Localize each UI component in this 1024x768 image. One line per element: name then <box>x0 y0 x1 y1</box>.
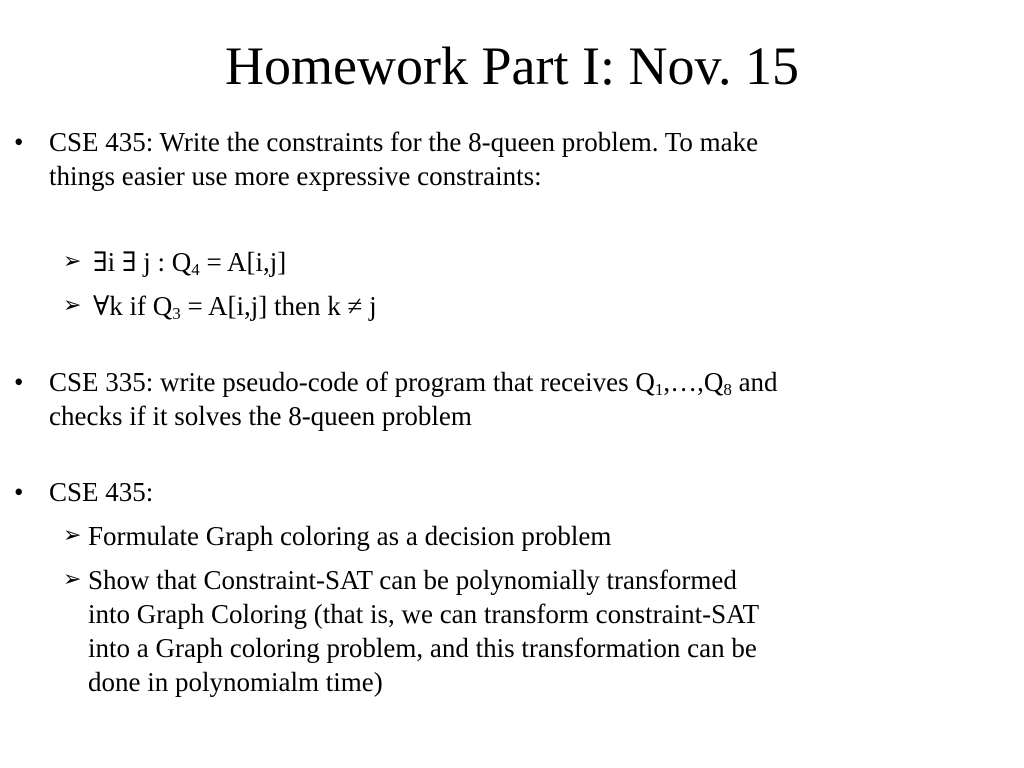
constraint-text: ∃i ∃ j : Q <box>93 247 192 277</box>
subscript: 4 <box>191 260 200 279</box>
subscript: 8 <box>723 380 732 399</box>
bullet-marker: • <box>14 477 24 507</box>
slide-title: Homework Part I: Nov. 15 <box>225 36 799 96</box>
bullet-text: and <box>731 367 778 397</box>
arrow-bullet-icon: ➢ <box>63 293 82 318</box>
subscript: 1 <box>654 380 664 399</box>
subbullet-show-transform <box>0 563 1024 699</box>
subbullet-text-line: into a Graph coloring problem, and this transformation can be <box>88 633 757 663</box>
constraint-forall <box>0 289 1024 323</box>
bullet-text-line: CSE 435: <box>49 477 154 507</box>
constraint-text: = A[i,j] <box>199 247 287 277</box>
constraint-text: ∀k if Q <box>93 291 173 321</box>
constraint-text: = A[i,j] then k ≠ j <box>180 291 377 321</box>
bullet-cse335-pseudocode <box>0 365 1024 433</box>
constraint-exists <box>0 245 1024 279</box>
bullet-cse435-graph <box>0 475 1024 509</box>
bullet-marker: • <box>14 367 24 397</box>
arrow-bullet-icon: ➢ <box>63 523 82 548</box>
slide-body <box>0 125 1024 699</box>
subbullet-text: Formulate Graph coloring as a decision problem <box>88 521 612 551</box>
subbullet-text-line: Show that Constraint-SAT can be polynomially transformed <box>88 565 737 595</box>
bullet-text-line: things easier use more expressive constraints: <box>49 161 542 191</box>
bullet-text-line: CSE 435: Write the constraints for the 8-queen problem. To make <box>49 127 759 157</box>
subbullet-formulate <box>0 519 1024 553</box>
bullet-marker: • <box>14 127 24 157</box>
subscript: 3 <box>172 304 181 323</box>
bullet-text-line: checks if it solves the 8-queen problem <box>49 401 472 431</box>
bullet-text-line <box>49 365 984 399</box>
bullet-text: ,…,Q <box>663 367 724 397</box>
bullet-cse435-queens <box>0 125 1024 193</box>
subbullet-text-line: done in polynomialm time) <box>88 667 383 697</box>
bullet-text: CSE 335: write pseudo-code of program that receives Q <box>49 367 655 397</box>
arrow-bullet-icon: ➢ <box>63 567 82 592</box>
arrow-bullet-icon: ➢ <box>63 249 82 274</box>
subbullet-text-line: into Graph Coloring (that is, we can transform constraint-SAT <box>88 599 760 629</box>
